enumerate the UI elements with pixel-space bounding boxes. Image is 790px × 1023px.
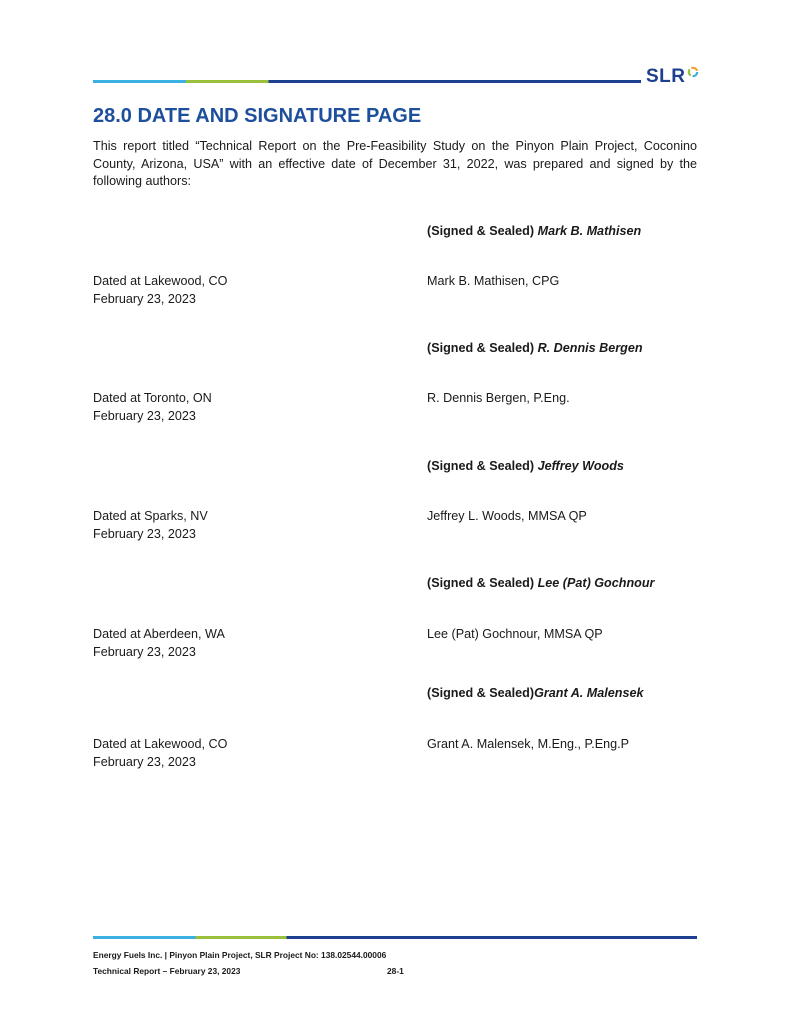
dated-place: Dated at Lakewood, CO [93, 274, 228, 288]
dated-location [93, 736, 227, 771]
page-number: 28-1 [387, 966, 404, 976]
signer-name: Grant A. Malensek [534, 686, 644, 700]
page-title: 28.0 DATE AND SIGNATURE PAGE [93, 105, 422, 127]
author-credentials: Grant A. Malensek, M.Eng., P.Eng.P [427, 737, 630, 751]
author-credentials: Jeffrey L. Woods, MMSA QP [427, 509, 587, 523]
signed-label: (Signed & Sealed) [427, 341, 538, 355]
author-credentials: R. Dennis Bergen, P.Eng. [427, 391, 570, 405]
signed-label: (Signed & Sealed) [427, 224, 538, 238]
signer-name: Jeffrey Woods [537, 459, 624, 473]
dated-location [93, 626, 225, 661]
dated-location [93, 508, 208, 543]
signed-sealed-line [427, 575, 654, 592]
signed-label: (Signed & Sealed) [427, 459, 538, 473]
dated-location [93, 273, 227, 308]
signer-name: R. Dennis Bergen [537, 341, 643, 355]
dated-date: February 23, 2023 [93, 526, 196, 541]
dated-date: February 23, 2023 [93, 754, 196, 769]
footer-project-line: Energy Fuels Inc. | Pinyon Plain Project, SLR Project No: 138.02544.00006 [93, 950, 387, 960]
author-credentials: Mark B. Mathisen, CPG [427, 274, 560, 288]
dated-place: Dated at Aberdeen, WA [93, 627, 225, 641]
header-rule [93, 80, 641, 83]
dated-place: Dated at Sparks, NV [93, 509, 208, 523]
signed-sealed-line [427, 223, 641, 240]
dated-date: February 23, 2023 [93, 291, 196, 306]
signed-sealed-line [427, 685, 644, 702]
signed-sealed-line [427, 340, 643, 357]
signed-label: (Signed & Sealed) [427, 686, 535, 700]
dated-place: Dated at Toronto, ON [93, 391, 212, 405]
author-credentials: Lee (Pat) Gochnour, MMSA QP [427, 627, 603, 641]
signer-name: Lee (Pat) Gochnour [537, 576, 655, 590]
dated-date: February 23, 2023 [93, 644, 196, 659]
footer-rule [93, 936, 697, 939]
signed-sealed-line [427, 458, 624, 475]
dated-location [93, 390, 212, 425]
footer-report-line: Technical Report – February 23, 2023 [93, 966, 241, 976]
dated-place: Dated at Lakewood, CO [93, 737, 228, 751]
dated-date: February 23, 2023 [93, 408, 196, 423]
logo-text: SLR [646, 66, 686, 87]
intro-paragraph: This report titled “Technical Report on the Pre-Feasibility Study on the Pinyon Plain Project, Coconino County, Arizona, USA” with an effective date of December 31, 2022, was prepared and signed by the following authors: [93, 139, 697, 188]
logo-swirl-icon [687, 66, 699, 78]
signed-label: (Signed & Sealed) [427, 576, 538, 590]
slr-logo [646, 64, 699, 86]
signer-name: Mark B. Mathisen [537, 224, 642, 238]
